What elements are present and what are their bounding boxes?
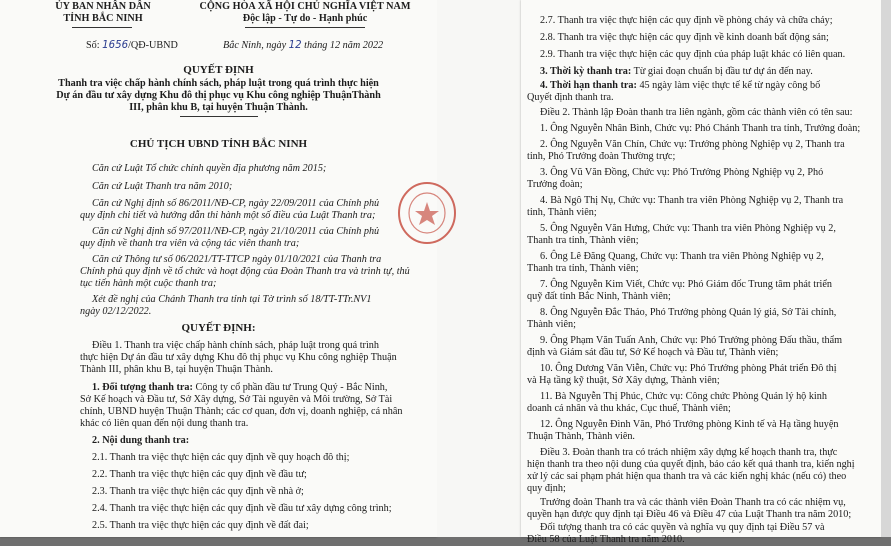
member-line: quỹ đất tỉnh Bắc Ninh, Thành viên; [527,291,671,302]
basis-line: Căn cứ Luật Tổ chức chính quyền địa phương năm 2015; [92,163,327,174]
duration-line: Quyết định thanh tra. [527,92,614,103]
republic-line: CỘNG HÒA XÃ HỘI CHỦ NGHĨA VIỆT NAM [199,1,411,12]
basis-line: tục tiến hành một cuộc thanh tra; [80,278,217,289]
motto-line: Độc lập - Tự do - Hạnh phúc [242,13,368,24]
member-line: và Hạ tầng kỹ thuật, Sở Xây dựng, Thành viên; [527,375,720,386]
member-line: Thuận Thành, Thành viên. [527,431,635,442]
member-line: tỉnh, Thành viên; [527,207,597,218]
right-document-page [521,0,881,545]
member-line: 3. Ông Vũ Văn Đồng, Chức vụ: Phó Trưởng Phòng Nghiệp vụ 2, Phó [540,167,824,178]
handwritten-day: 12 [288,40,302,51]
target-line: chính, UBND huyện Thuận Thành; các cơ quan, đơn vị, doanh nghiệp, cá nhân [80,406,403,417]
article-3-line: Điều 3. Đoàn thanh tra có trách nhiệm xây dựng kế hoạch thanh tra, thực [540,447,838,458]
basis-line: Căn cứ Thông tư số 06/2021/TT-TTCP ngày 01/10/2021 của Thanh tra [92,254,382,265]
basis-line: Chính phủ quy định về tổ chức và hoạt động của Đoàn Thanh tra và trình tự, thủ [80,266,410,277]
member-line: 11. Bà Nguyễn Thị Phúc, Chức vụ: Công chức Phòng Quản lý hộ kinh [540,391,827,402]
member-line: 1. Ông Nguyễn Nhân Bình, Chức vụ: Phó Chánh Thanh tra tỉnh, Trưởng đoàn; [540,123,861,134]
member-line: 7. Ông Nguyễn Kim Viết, Chức vụ: Phó Giám đốc Trung tâm phát triển [540,279,832,290]
document-title: QUYẾT ĐỊNH [183,64,254,76]
member-line: 6. Ông Lê Đăng Quang, Chức vụ: Thanh tra viên Phòng Nghiệp vụ 2, [540,251,824,262]
member-line: 8. Ông Nguyễn Đắc Thảo, Phó Trưởng phòng Quản lý giá, Sở Tài chính, [540,307,837,318]
member-line: doanh cá nhân và thu khác, Cục thuế, Thành viên; [527,403,731,414]
page-gap [437,0,521,537]
subject-line-2: Dự án đầu tư xây dựng Khu đô thị phục vụ Khu công nghiệp ThuậnThành [56,90,381,101]
basis-line: ngày 02/12/2022. [80,306,152,317]
member-line: 9. Ông Phạm Văn Tuấn Anh, Chức vụ: Phó Trưởng phòng Đấu thầu, thẩm [540,335,843,346]
subject-line-3: III, phân khu B, tại huyện Thuận Thành. [129,102,308,113]
basis-line: Căn cứ Nghị định số 97/2011/NĐ-CP, ngày 21/10/2011 của Chính phủ [92,226,380,237]
decision-date: Bắc Ninh, ngày 12 tháng 12 năm 2022 [223,40,384,51]
member-line: 10. Ông Dương Văn Viễn, Chức vụ: Phó Trưởng phòng Phát triển Đô thị [540,363,837,374]
content-item: 2.3. Thanh tra việc thực hiện các quy định về nhà ở; [92,486,304,497]
article-1-line: Điều 1. Thanh tra việc chấp hành chính sách, pháp luật trong quá trình [92,340,379,351]
article-1-line: thực hiện Dự án đầu tư xây dựng Khu đô thị phục vụ Khu công nghiệp Thuận [80,352,397,363]
content-item: 2.1. Thanh tra việc thực hiện các quy định về quy hoạch đô thị; [92,452,350,463]
subject-line-1: Thanh tra việc chấp hành chính sách, pháp luật trong quá trình thực hiện [58,78,379,89]
motto-underline [245,27,365,28]
article-3-line: quyền hạn được quy định tại Điều 46 và Điều 47 của Luật Thanh tra năm 2010; [527,509,852,520]
basis-line: quy định về thanh tra viên và cộng tác viên thanh tra; [80,238,300,249]
article-2-heading: Điều 2. Thành lập Đoàn thanh tra liên ngành, gồm các thành viên có tên sau: [540,107,853,118]
member-line: định và Giám sát đầu tư, Sở Kế hoạch và Đầu tư, Thành viên; [527,347,779,358]
issuer-underline [72,27,132,28]
member-line: 2. Ông Nguyễn Văn Chín, Chức vụ: Trưởng phòng Nghiệp vụ 2, Thanh tra [540,139,845,150]
period-line: 3. Thời kỳ thanh tra: Từ giai đoạn chuẩn bị đầu tư dự án đến nay. [540,66,813,77]
red-seal-stamp [396,180,458,246]
content-item: 2.2. Thanh tra việc thực hiện các quy định về đầu tư; [92,469,307,480]
member-line: 12. Ông Nguyễn Đình Văn, Phó Trưởng phòng Kinh tế và Hạ tầng huyện [540,419,839,430]
content-item: 2.8. Thanh tra việc thực hiện các quy định về kinh doanh bất động sản; [540,32,829,43]
handwritten-number: 1656 [102,40,129,51]
article-3-line: Trưởng đoàn Thanh tra và các thành viên Đoàn Thanh tra có các nhiệm vụ, [540,497,846,508]
member-line: tỉnh, Phó Trưởng đoàn Thường trực; [527,151,676,162]
target-line: Sở Kế hoạch và Đầu tư, Sở Xây dựng, Sở Tài nguyên và Môi trường, Sở Tài [80,394,393,405]
article-3-line: xử lý các sai phạm phát hiện qua thanh tra và các kiến nghị khác (nếu có) theo [527,471,847,482]
decides-heading: QUYẾT ĐỊNH: [181,322,256,334]
member-line: Trưởng đoàn; [527,179,583,190]
issuer-line-2: TỈNH BẮC NINH [63,13,143,24]
issuer-line-1: ỦY BAN NHÂN DÂN [55,1,151,12]
member-line: 5. Ông Nguyễn Văn Hưng, Chức vụ: Thanh tra viên Phòng Nghiệp vụ 2, [540,223,836,234]
content-item: 2.5. Thanh tra việc thực hiện các quy định về đất đai; [92,520,309,531]
subject-underline [180,116,258,117]
member-line: Thanh tra tỉnh, Thành viên; [527,263,639,274]
member-line: Thành viên; [527,319,576,330]
article-3-line: Đối tượng thanh tra có các quyền và nghĩa vụ quy định tại Điều 57 và [540,522,825,533]
content-item: 2.9. Thanh tra việc thực hiện các quy định của pháp luật khác có liên quan. [540,49,846,60]
duration-line: 4. Thời hạn thanh tra: 45 ngày làm việc thực tế kể từ ngày công bố [540,80,821,91]
article-3-line: quy định; [527,483,566,494]
member-line: Thanh tra tỉnh, Thành viên; [527,235,639,246]
member-line: 4. Bà Ngô Thị Nụ, Chức vụ: Thanh tra viên Phòng Nghiệp vụ 2, Thanh tra [540,195,844,206]
article-3-line: hiện thanh tra theo nội dung của quyết định, báo cáo kết quả thanh tra, kiến nghị [527,459,855,470]
decision-number: Số: 1656/QĐ-UBND [86,40,178,51]
viewer-right-border [881,0,891,537]
content-heading: 2. Nội dung thanh tra: [92,435,190,446]
article-1-line: Thành III, phân khu B, tại huyện Thuận Thành. [80,364,273,375]
content-item: 2.4. Thanh tra việc thực hiện các quy định về đầu tư xây dựng công trình; [92,503,392,514]
target-line: khác có liên quan đến nội dung thanh tra. [80,418,249,429]
article-3-line: Điều 58 của Luật Thanh tra năm 2010. [527,534,685,545]
basis-line: Xét đề nghị của Chánh Thanh tra tỉnh tại Tờ trình số 18/TT-TTr.NV1 [92,294,372,305]
basis-line: Căn cứ Luật Thanh tra năm 2010; [92,181,233,192]
target-line: 1. Đối tượng thanh tra: Công ty cổ phần đầu tư Trung Quý - Bắc Ninh, [92,382,388,393]
content-item: 2.7. Thanh tra việc thực hiện các quy định về phòng cháy và chữa cháy; [540,15,833,26]
left-document-page [0,0,437,537]
basis-line: quy định chi tiết và hướng dẫn thi hành một số điều của Luật Thanh tra; [80,210,376,221]
basis-line: Căn cứ Nghị định số 86/2011/NĐ-CP, ngày 22/09/2011 của Chính phủ [92,198,380,209]
authority-title: CHỦ TỊCH UBND TỈNH BẮC NINH [129,138,308,150]
